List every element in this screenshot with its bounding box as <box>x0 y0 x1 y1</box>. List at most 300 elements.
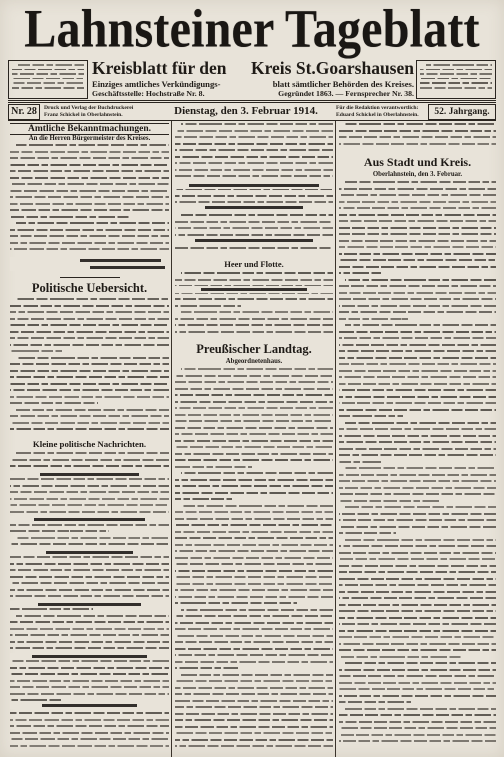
text-line <box>175 388 333 390</box>
text-line <box>10 634 169 636</box>
text-line <box>345 539 496 541</box>
text-line <box>175 524 333 526</box>
text-line <box>175 298 333 300</box>
text-line <box>339 513 496 515</box>
text-line <box>339 448 496 450</box>
text-line <box>339 656 461 658</box>
text-line <box>10 576 169 578</box>
text-line <box>175 234 333 236</box>
text-line <box>339 233 496 235</box>
text-line <box>175 440 333 442</box>
text-line <box>10 504 169 506</box>
text-line <box>339 428 496 430</box>
text-line <box>175 433 333 435</box>
text-line <box>345 422 496 424</box>
text-line <box>339 545 496 547</box>
text-line <box>16 409 169 411</box>
text-line <box>10 305 169 307</box>
text-line <box>175 318 333 320</box>
text-line <box>175 628 333 630</box>
text-line <box>10 318 169 320</box>
text-line <box>339 630 496 632</box>
news-subheading <box>10 516 169 523</box>
text-line <box>339 220 496 222</box>
founding-and-phone: Gegründet 1863. — Fernsprecher Nr. 38. <box>278 89 414 98</box>
text-line <box>175 247 333 249</box>
text-line <box>175 667 238 669</box>
text-line <box>339 402 496 404</box>
text-line <box>10 725 169 727</box>
text-line <box>175 485 333 487</box>
text-line <box>175 550 333 552</box>
short-news-heading: Kleine politische Nachrichten. <box>32 439 147 449</box>
text-line <box>339 376 496 378</box>
local-news-dateline: Oberlahnstein, den 3. Februar. <box>372 171 463 178</box>
military-heading: Heer und Flotte. <box>224 259 284 269</box>
text-line <box>16 452 169 454</box>
text-line <box>339 389 496 391</box>
text-line <box>175 654 333 656</box>
text-line <box>175 427 333 429</box>
text-line <box>10 693 169 695</box>
text-line <box>175 544 333 546</box>
text-line <box>339 253 496 255</box>
text-line <box>175 420 333 422</box>
text-line <box>175 375 333 377</box>
dateline-divider <box>8 120 496 121</box>
text-line <box>10 647 169 649</box>
text-line <box>175 680 333 682</box>
article-subheading <box>175 286 333 293</box>
parliament-heading: Preußischer Landtag. <box>196 342 312 356</box>
text-line <box>175 693 333 695</box>
text-line <box>10 719 169 721</box>
text-line <box>10 641 169 643</box>
text-line <box>339 311 496 313</box>
text-line <box>339 578 496 580</box>
text-line <box>339 617 496 619</box>
text-line <box>175 537 333 539</box>
subtitle <box>92 58 414 78</box>
text-line <box>10 582 169 584</box>
text-line <box>10 428 169 430</box>
local-news-heading: Aus Stadt und Kreis. <box>363 155 472 169</box>
text-line <box>175 622 333 624</box>
text-line <box>339 493 496 495</box>
section-separator <box>60 277 120 278</box>
text-line <box>10 543 169 545</box>
text-line <box>10 738 169 740</box>
column-rule <box>171 121 172 757</box>
text-line <box>10 745 169 747</box>
advertising-rates-box <box>416 60 496 99</box>
text-line <box>10 383 169 385</box>
printer-line-1: Druck und Verlag der Buchdruckerei <box>44 105 134 111</box>
text-line <box>175 700 333 702</box>
text-line <box>339 688 496 690</box>
text-line <box>10 324 169 326</box>
text-line <box>339 591 496 593</box>
text-line <box>175 635 333 637</box>
text-line <box>16 615 169 617</box>
text-line <box>10 177 169 179</box>
text-line <box>10 608 93 610</box>
text-line <box>339 305 496 307</box>
text-line <box>10 498 169 500</box>
notice-signature <box>10 264 169 271</box>
text-line <box>10 530 109 532</box>
text-line <box>339 682 496 684</box>
text-line <box>339 240 496 242</box>
text-line <box>175 576 333 578</box>
text-line <box>339 350 496 352</box>
official-gazette-line <box>92 79 414 89</box>
text-line <box>181 123 333 125</box>
text-line <box>10 344 169 346</box>
text-line <box>10 415 169 417</box>
text-line <box>339 227 496 229</box>
text-line <box>175 136 333 138</box>
printer-line-2: Franz Schickel in Oberlahnstein. <box>44 111 123 118</box>
text-line <box>10 209 169 211</box>
text-line <box>175 407 333 409</box>
text-line <box>10 459 169 461</box>
office-info-line <box>92 89 414 99</box>
volume-number: 52. Jahrgang. <box>428 104 496 120</box>
text-line <box>10 337 169 339</box>
news-subheading <box>10 471 169 478</box>
text-line <box>339 695 496 697</box>
text-line <box>10 595 169 597</box>
text-line <box>181 472 333 474</box>
text-line <box>175 531 333 533</box>
text-line <box>10 478 169 480</box>
text-line <box>10 556 169 558</box>
text-line <box>181 311 333 313</box>
subtitle-right: Kreis St.Goarshausen <box>250 58 414 78</box>
text-line <box>175 394 333 396</box>
text-line <box>175 726 333 728</box>
text-line <box>339 734 496 736</box>
text-line <box>339 623 496 625</box>
parliament-report-text <box>175 368 333 752</box>
text-line <box>175 511 333 513</box>
text-line <box>175 518 333 520</box>
subtitle-left: Kreisblatt für den <box>92 58 227 78</box>
text-line <box>10 164 169 166</box>
text-line <box>175 648 333 650</box>
news-subheading <box>10 702 169 709</box>
news-subheading <box>10 601 169 608</box>
text-line <box>175 563 333 565</box>
text-line <box>339 532 396 534</box>
official-gazette-right: blatt sämtlicher Behörden des Kreises. <box>272 79 414 89</box>
text-line <box>12 73 84 75</box>
text-line <box>339 474 496 476</box>
text-line <box>10 151 169 153</box>
text-line <box>175 466 252 468</box>
text-line <box>10 402 98 404</box>
text-line <box>339 246 496 248</box>
text-line <box>10 589 169 591</box>
text-line <box>339 740 496 742</box>
text-line <box>339 259 496 261</box>
text-line <box>175 169 333 171</box>
text-line <box>175 732 333 734</box>
text-line <box>10 485 169 487</box>
text-line <box>10 660 169 662</box>
text-line <box>181 214 333 216</box>
text-line <box>339 396 496 398</box>
official-gazette-left: Einziges amtliches Verkündigungs- <box>92 79 221 89</box>
text-line <box>339 610 496 612</box>
text-line <box>339 337 496 339</box>
text-line <box>12 78 84 80</box>
editor-line-2: Eduard Schickel in Oberlahnstein. <box>336 111 419 118</box>
text-line <box>345 708 496 710</box>
text-line <box>420 82 492 84</box>
article-subheading <box>175 237 333 244</box>
political-overview-heading: Politische Uebersicht. <box>31 281 148 295</box>
subscription-info-text <box>12 64 84 96</box>
issue-date: Dienstag, den 3. Februar 1914. <box>174 105 318 117</box>
text-line <box>175 279 333 281</box>
news-subheading <box>10 653 169 660</box>
text-line <box>175 583 333 585</box>
masthead-divider <box>8 100 496 103</box>
text-line <box>339 649 496 651</box>
text-line <box>175 596 333 598</box>
text-line <box>345 506 496 508</box>
text-line <box>175 162 333 164</box>
text-line <box>175 130 333 132</box>
text-line <box>10 216 130 218</box>
text-line <box>339 571 496 573</box>
text-line <box>175 149 333 151</box>
text-line <box>339 357 496 359</box>
text-line <box>345 123 496 125</box>
text-line <box>339 214 496 216</box>
text-line <box>420 78 492 80</box>
text-line <box>12 69 84 71</box>
text-line <box>175 615 333 617</box>
text-line <box>16 144 169 146</box>
text-line <box>175 687 333 689</box>
text-line <box>16 357 169 359</box>
text-line <box>10 732 169 734</box>
editor-info <box>336 105 424 118</box>
text-line <box>345 181 496 183</box>
text-line <box>10 389 169 391</box>
text-line <box>175 305 241 307</box>
subscription-info-box <box>8 60 88 99</box>
newspaper-title: Lahnsteiner Tageblatt <box>24 0 480 59</box>
text-line <box>12 87 84 89</box>
text-line <box>10 511 169 513</box>
text-line <box>181 609 333 611</box>
text-line <box>339 318 408 320</box>
text-line <box>339 701 411 703</box>
text-line <box>339 604 496 606</box>
text-line <box>175 331 333 333</box>
text-line <box>10 628 169 630</box>
text-line <box>339 714 496 716</box>
official-notices-heading: Amtliche Bekanntmachungen. <box>10 123 169 135</box>
text-line <box>175 446 333 448</box>
text-line <box>339 292 496 294</box>
article-subheading <box>175 182 333 189</box>
text-line <box>345 467 496 469</box>
text-line <box>10 621 169 623</box>
text-line <box>345 662 496 664</box>
text-line <box>339 441 496 443</box>
local-news-text <box>339 181 496 752</box>
editor-line-1: Für die Redaktion verantwortlich: <box>336 105 419 111</box>
text-line <box>420 87 492 89</box>
text-line <box>10 350 63 352</box>
text-line <box>175 589 333 591</box>
text-line <box>175 602 297 604</box>
text-line <box>10 242 169 244</box>
official-notice-text <box>10 144 169 256</box>
text-line <box>339 136 496 138</box>
text-line <box>339 675 496 677</box>
text-line <box>175 414 333 416</box>
text-line <box>339 344 496 346</box>
text-line <box>345 279 496 281</box>
text-line <box>12 82 84 84</box>
office-address: Geschäftsstelle: Hochstraße Nr. 8. <box>92 89 205 98</box>
text-line <box>10 686 169 688</box>
text-line <box>175 453 333 455</box>
military-text <box>175 272 333 340</box>
text-line <box>10 569 169 571</box>
text-line <box>175 221 333 223</box>
text-line <box>175 641 333 643</box>
text-line <box>339 370 496 372</box>
issue-number: Nr. 28 <box>8 104 40 120</box>
text-line <box>175 719 333 721</box>
text-line <box>16 222 169 224</box>
text-line <box>181 272 333 274</box>
text-line <box>175 175 333 177</box>
text-line <box>339 480 496 482</box>
text-line <box>339 643 496 645</box>
text-line <box>10 680 169 682</box>
text-line <box>10 673 169 675</box>
text-line <box>345 324 496 326</box>
text-line <box>339 363 496 365</box>
text-line <box>10 196 169 198</box>
text-line <box>339 584 496 586</box>
printer-info <box>44 105 154 118</box>
text-line <box>181 674 333 676</box>
text-line <box>175 479 333 481</box>
text-line <box>339 266 496 268</box>
text-line <box>339 415 403 417</box>
news-subheading <box>10 549 169 556</box>
text-line <box>426 64 492 66</box>
text-line <box>10 667 169 669</box>
text-line <box>10 203 169 205</box>
text-line <box>175 557 333 559</box>
text-line <box>181 505 333 507</box>
text-line <box>175 570 333 572</box>
text-line <box>339 526 496 528</box>
text-line <box>339 565 496 567</box>
text-line <box>339 558 496 560</box>
text-line <box>10 190 169 192</box>
text-line <box>175 492 333 494</box>
text-line <box>339 409 496 411</box>
text-line <box>175 706 333 708</box>
text-line <box>175 401 333 403</box>
notice-signature <box>10 257 169 264</box>
advertising-rates-text <box>420 64 492 96</box>
text-line <box>175 745 333 747</box>
text-line <box>175 498 232 500</box>
text-line <box>175 381 333 383</box>
text-line <box>10 563 169 565</box>
text-line <box>10 311 169 313</box>
text-line <box>339 285 496 287</box>
text-line <box>339 721 496 723</box>
text-line <box>420 73 492 75</box>
text-line <box>339 435 496 437</box>
text-line <box>339 207 496 209</box>
text-line <box>18 64 84 66</box>
text-line <box>339 461 383 463</box>
text-line <box>10 235 169 237</box>
parliament-subheading: Abgeordnetenhaus. <box>225 358 283 365</box>
text-line <box>175 459 333 461</box>
text-line <box>10 229 169 231</box>
text-line <box>10 465 169 467</box>
text-line <box>339 552 496 554</box>
column-rule <box>335 121 336 757</box>
text-line <box>10 422 169 424</box>
text-line <box>339 519 496 521</box>
text-line <box>339 331 496 333</box>
text-line <box>339 487 496 489</box>
text-line <box>339 636 496 638</box>
text-line <box>10 712 169 714</box>
text-line <box>175 227 333 229</box>
text-line <box>10 524 169 526</box>
text-line <box>339 500 440 502</box>
political-overview-text <box>10 298 169 436</box>
text-line <box>339 669 496 671</box>
text-line <box>339 201 496 203</box>
text-line <box>339 727 496 729</box>
address-line: An die Herren Bürgermeister des Kreises. <box>28 135 151 142</box>
text-line <box>10 248 169 250</box>
text-line <box>10 370 169 372</box>
text-line <box>175 739 333 741</box>
text-line <box>175 661 333 663</box>
text-line <box>339 597 496 599</box>
text-line <box>10 183 169 185</box>
text-line <box>339 194 496 196</box>
text-line <box>10 157 169 159</box>
text-line <box>10 396 169 398</box>
text-line <box>175 324 333 326</box>
text-line <box>175 713 333 715</box>
text-line <box>16 298 169 300</box>
text-line <box>339 454 496 456</box>
text-line <box>175 143 333 145</box>
text-line <box>16 537 169 539</box>
